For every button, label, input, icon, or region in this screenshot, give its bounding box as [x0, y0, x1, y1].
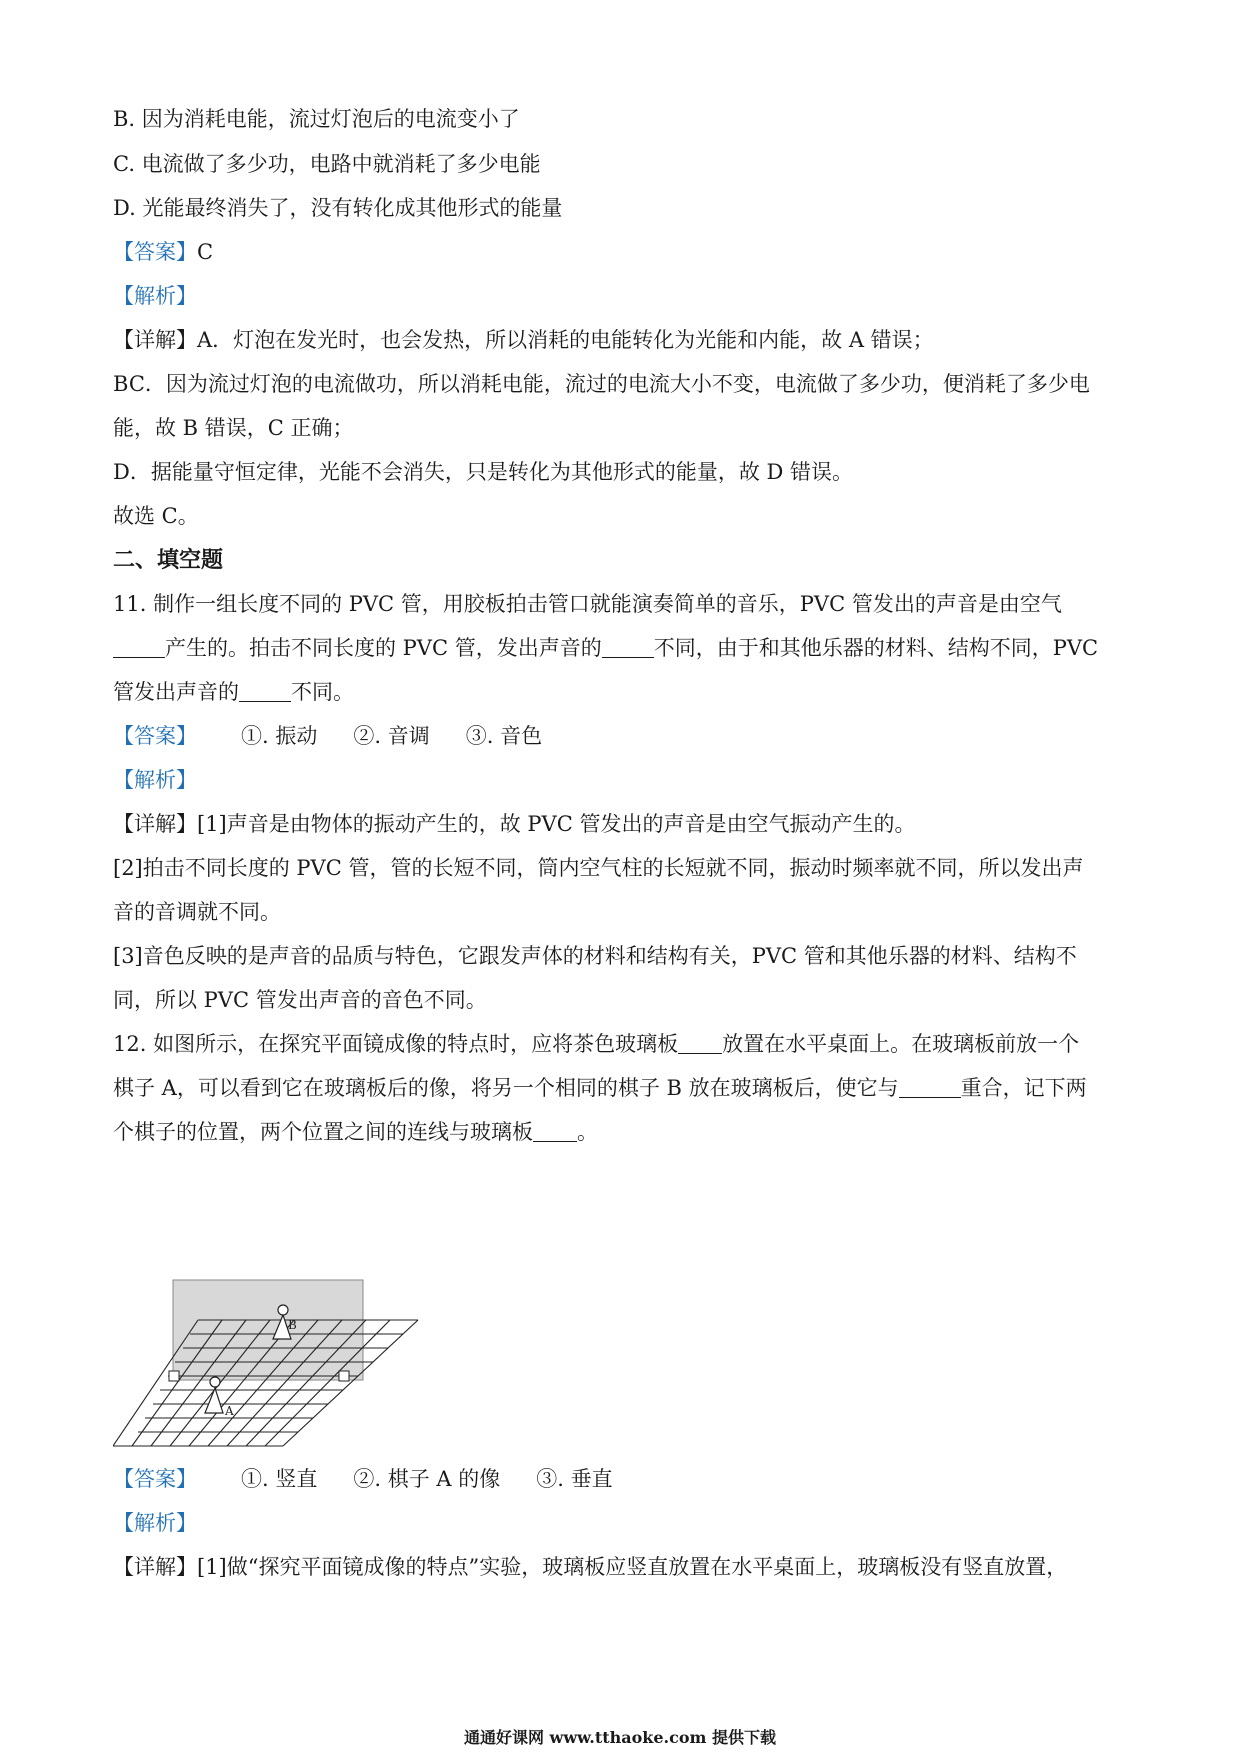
option-c: C. 电流做了多少功，电路中就消耗了多少电能 [113, 152, 541, 176]
q12-line-3a: 个棋子的位置，两个位置之间的连线与玻璃板 [113, 1120, 533, 1144]
q12-line-2b: 重合，记下两 [960, 1076, 1087, 1100]
q12-answer-3: ③. 垂直 [536, 1467, 613, 1491]
q12-line-3 [113, 1118, 598, 1146]
q11-line-2b: 不同，由于和其他乐器的材料、结构不同，PVC [653, 636, 1099, 660]
q12-answer-2: ②. 棋子 A 的像 [353, 1467, 501, 1491]
q10-detail-line-2: BC．因为流过灯泡的电流做功，所以消耗电能，流过的电流大小不变，电流做了多少功，便消耗了多少电 [113, 372, 1090, 396]
option-d: D. 光能最终消失了，没有转化成其他形式的能量 [113, 196, 563, 220]
q11-line-3 [113, 678, 354, 706]
detail-tag: 【详解】 [113, 812, 197, 836]
q11-line-3b: 不同。 [291, 680, 354, 704]
clip-left [169, 1371, 179, 1381]
q10-answer-line [113, 238, 213, 266]
q12-line-1b: 放置在水平桌面上。在玻璃板前放一个 [722, 1032, 1080, 1056]
fill-blank[interactable] [533, 1121, 577, 1142]
q10-analysis-tag: 【解析】 [113, 284, 197, 308]
fill-blank[interactable] [113, 637, 165, 658]
section-title: 二、填空题 [113, 547, 224, 573]
q11-line-3a: 管发出声音的 [113, 680, 239, 704]
q11-detail-line-2: [2]拍击不同长度的 PVC 管，管的长短不同，筒内空气柱的长短就不同，振动时频率就不同，所以发出声 [113, 856, 1084, 880]
fill-blank[interactable] [602, 637, 654, 658]
detail-tag: 【详解】 [113, 1555, 197, 1579]
q12-detail-line-1 [113, 1553, 1067, 1581]
q11-detail-line-1 [113, 810, 915, 838]
mirror-experiment-figure [113, 1275, 423, 1455]
q12-analysis-tag: 【解析】 [113, 1511, 197, 1535]
q11-line-2 [113, 634, 1098, 662]
label-b: B [288, 1318, 297, 1332]
detail-tag: 【详解】 [113, 328, 197, 352]
q10-detail-line-3: 能，故 B 错误，C 正确； [113, 416, 354, 440]
label-a: A [225, 1404, 234, 1418]
q12-line-1 [113, 1030, 1079, 1058]
answer-tag: 【答案】 [113, 1467, 197, 1491]
q12-line-2a: 棋子 A，可以看到它在玻璃板后的像，将另一个相同的棋子 B 放在玻璃板后，使它与 [113, 1076, 899, 1100]
glass-plate [173, 1280, 363, 1380]
q12-answer-line [113, 1465, 613, 1493]
q11-answer-2: ②. 音调 [353, 724, 430, 748]
answer-tag: 【答案】 [113, 240, 197, 264]
q11-answer-3: ③. 音色 [465, 724, 543, 748]
q12-answer-1: ①. 竖直 [241, 1467, 318, 1491]
q11-line-1: 11. 制作一组长度不同的 PVC 管，用胶板拍击管口就能演奏简单的音乐，PVC 管发出的声音是由空气 [113, 592, 1062, 616]
q11-answer-1: ①. 振动 [241, 724, 318, 748]
fill-blank[interactable] [678, 1033, 722, 1054]
chess-piece-a [205, 1377, 223, 1413]
q12-line-3b: 。 [577, 1120, 598, 1144]
q11-detail-text-1: [1]声音是由物体的振动产生的，故 PVC 管发出的声音是由空气振动产生的。 [197, 812, 916, 836]
q11-detail-line-5: 同，所以 PVC 管发出声音的音色不同。 [113, 988, 487, 1012]
q12-detail-text-1: [1]做“探究平面镜成像的特点”实验，玻璃板应竖直放置在水平桌面上，玻璃板没有竖直放置， [197, 1555, 1068, 1579]
q11-analysis-tag: 【解析】 [113, 768, 197, 792]
footer-watermark: 通通好课网 www.tthaoke.com 提供下载 [463, 1728, 777, 1747]
q10-detail-text-1: A．灯泡在发光时，也会发热，所以消耗的电能转化为光能和内能，故 A 错误； [197, 328, 934, 352]
clip-right [339, 1371, 349, 1381]
option-b: B. 因为消耗电能，流过灯泡后的电流变小了 [113, 107, 520, 131]
q10-answer: C [197, 240, 214, 264]
q11-detail-line-3: 音的音调就不同。 [113, 900, 281, 924]
fill-blank[interactable] [239, 681, 291, 702]
q10-detail-line-1 [113, 326, 934, 354]
q10-conclusion: 故选 C。 [113, 504, 199, 528]
q10-detail-line-4: D．据能量守恒定律，光能不会消失，只是转化为其他形式的能量，故 D 错误。 [113, 460, 854, 484]
q11-answer-line [113, 722, 542, 750]
q11-line-2a: 产生的。拍击不同长度的 PVC 管，发出声音的 [165, 636, 602, 660]
q11-detail-line-4: [3]音色反映的是声音的品质与特色，它跟发声体的材料和结构有关，PVC 管和其他乐器的材料、结构不 [113, 944, 1077, 968]
fill-blank[interactable] [899, 1077, 961, 1098]
answer-tag: 【答案】 [113, 724, 197, 748]
q12-line-2 [113, 1074, 1087, 1102]
q12-line-1a: 12. 如图所示，在探究平面镜成像的特点时，应将茶色玻璃板 [113, 1032, 679, 1056]
